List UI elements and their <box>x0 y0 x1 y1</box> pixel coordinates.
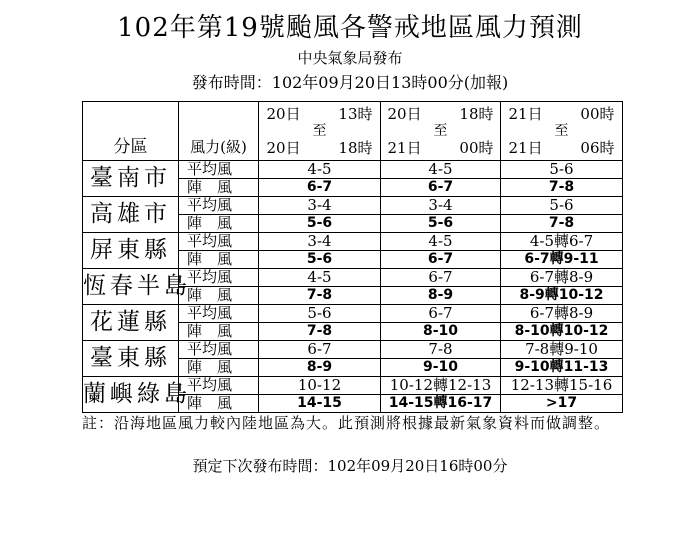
region-avg-row <box>83 341 623 359</box>
region-name: 高雄市 <box>83 197 179 233</box>
gust-wind-value: 6-7 <box>381 251 501 269</box>
gust-wind-value: 9-10 <box>381 359 501 377</box>
wind-type-avg: 平均風 <box>179 197 259 215</box>
period-header-3 <box>501 102 623 161</box>
avg-wind-value: 6-7 <box>259 341 381 359</box>
avg-wind-value: 4-5 <box>259 161 381 179</box>
wind-type-avg: 平均風 <box>179 233 259 251</box>
region-name: 臺南市 <box>83 161 179 197</box>
region-avg-row <box>83 377 623 395</box>
avg-wind-value: 12-13轉15-16 <box>501 377 623 395</box>
avg-wind-value: 4-5轉6-7 <box>501 233 623 251</box>
region-name: 屏東縣 <box>83 233 179 269</box>
gust-wind-value: 14-15轉16-17 <box>381 395 501 413</box>
gust-wind-value: 8-10 <box>381 323 501 341</box>
wind-type-gust: 陣 風 <box>179 395 259 413</box>
wind-type-gust: 陣 風 <box>179 323 259 341</box>
avg-wind-value: 6-7 <box>381 305 501 323</box>
avg-wind-value: 6-7轉8-9 <box>501 269 623 287</box>
wind-type-gust: 陣 風 <box>179 359 259 377</box>
avg-wind-value: 3-4 <box>259 233 381 251</box>
region-avg-row <box>83 269 623 287</box>
publish-time: 發布時間：102年09月20日13時00分(加報) <box>191 73 509 92</box>
period-to: 至 <box>554 122 569 139</box>
period-start-hour: 00時 <box>580 104 615 123</box>
avg-wind-value: 4-5 <box>381 161 501 179</box>
avg-wind-value: 10-12 <box>259 377 381 395</box>
region-avg-row <box>83 305 623 323</box>
gust-wind-value: >17 <box>501 395 623 413</box>
period-start-hour: 13時 <box>338 104 373 123</box>
period-header-1 <box>259 102 381 161</box>
wind-type-gust: 陣 風 <box>179 215 259 233</box>
period-end-hour: 06時 <box>580 138 615 157</box>
period-start-day: 20日 <box>266 104 301 123</box>
next-publish-time: 預定下次發布時間：102年09月20日16時00分 <box>192 457 508 475</box>
gust-wind-value: 6-7 <box>381 179 501 197</box>
wind-type-gust: 陣 風 <box>179 287 259 305</box>
wind-type-gust: 陣 風 <box>179 251 259 269</box>
avg-wind-value: 6-7 <box>381 269 501 287</box>
gust-wind-value: 8-9 <box>259 359 381 377</box>
gust-wind-value: 7-8 <box>501 215 623 233</box>
avg-wind-value: 6-7轉8-9 <box>501 305 623 323</box>
period-start-day: 20日 <box>387 104 422 123</box>
wind-type-avg: 平均風 <box>179 341 259 359</box>
gust-wind-value: 6-7 <box>259 179 381 197</box>
issuing-agency: 中央氣象局發布 <box>297 49 403 67</box>
avg-wind-value: 5-6 <box>501 197 623 215</box>
wind-level-header-label: 風力(級) <box>190 138 247 156</box>
gust-wind-value: 7-8 <box>259 287 381 305</box>
gust-wind-value: 8-9轉10-12 <box>501 287 623 305</box>
wind-type-avg: 平均風 <box>179 305 259 323</box>
period-end-day: 21日 <box>387 138 422 157</box>
gust-wind-value: 7-8 <box>259 323 381 341</box>
region-name: 蘭嶼綠島 <box>83 377 179 413</box>
avg-wind-value: 3-4 <box>381 197 501 215</box>
gust-wind-value: 14-15 <box>259 395 381 413</box>
region-avg-row <box>83 161 623 179</box>
avg-wind-value: 5-6 <box>501 161 623 179</box>
period-start-day: 21日 <box>508 104 543 123</box>
gust-wind-value: 5-6 <box>259 215 381 233</box>
avg-wind-value: 5-6 <box>259 305 381 323</box>
period-end-hour: 00時 <box>459 138 494 157</box>
avg-wind-value: 10-12轉12-13 <box>381 377 501 395</box>
page-title: 102年第19號颱風各警戒地區風力預測 <box>117 13 583 43</box>
region-header-label: 分區 <box>113 137 148 157</box>
wind-type-avg: 平均風 <box>179 161 259 179</box>
period-end-day: 21日 <box>508 138 543 157</box>
avg-wind-value: 4-5 <box>259 269 381 287</box>
gust-wind-value: 8-10轉10-12 <box>501 323 623 341</box>
period-header-2 <box>381 102 501 161</box>
avg-wind-value: 7-8轉9-10 <box>501 341 623 359</box>
gust-wind-value: 8-9 <box>381 287 501 305</box>
avg-wind-value: 3-4 <box>259 197 381 215</box>
avg-wind-value: 7-8 <box>381 341 501 359</box>
wind-type-gust: 陣 風 <box>179 179 259 197</box>
region-name: 臺東縣 <box>83 341 179 377</box>
gust-wind-value: 6-7轉9-11 <box>501 251 623 269</box>
period-end-hour: 18時 <box>338 138 373 157</box>
region-avg-row <box>83 197 623 215</box>
period-end-day: 20日 <box>266 138 301 157</box>
period-to: 至 <box>433 122 448 139</box>
region-avg-row <box>83 233 623 251</box>
wind-forecast-table <box>82 101 623 413</box>
wind-type-avg: 平均風 <box>179 269 259 287</box>
region-name: 恆春半島 <box>83 269 179 305</box>
gust-wind-value: 5-6 <box>259 251 381 269</box>
wind-type-avg: 平均風 <box>179 377 259 395</box>
header-row <box>83 102 623 161</box>
gust-wind-value: 5-6 <box>381 215 501 233</box>
region-name: 花蓮縣 <box>83 305 179 341</box>
gust-wind-value: 9-10轉11-13 <box>501 359 623 377</box>
region-header <box>83 102 179 161</box>
avg-wind-value: 4-5 <box>381 233 501 251</box>
footnote: 註：沿海地區風力較內陸地區為大。此預測將根據最新氣象資料而做調整。 <box>82 414 611 432</box>
period-start-hour: 18時 <box>459 104 494 123</box>
wind-level-header <box>179 102 259 161</box>
gust-wind-value: 7-8 <box>501 179 623 197</box>
period-to: 至 <box>312 122 327 139</box>
